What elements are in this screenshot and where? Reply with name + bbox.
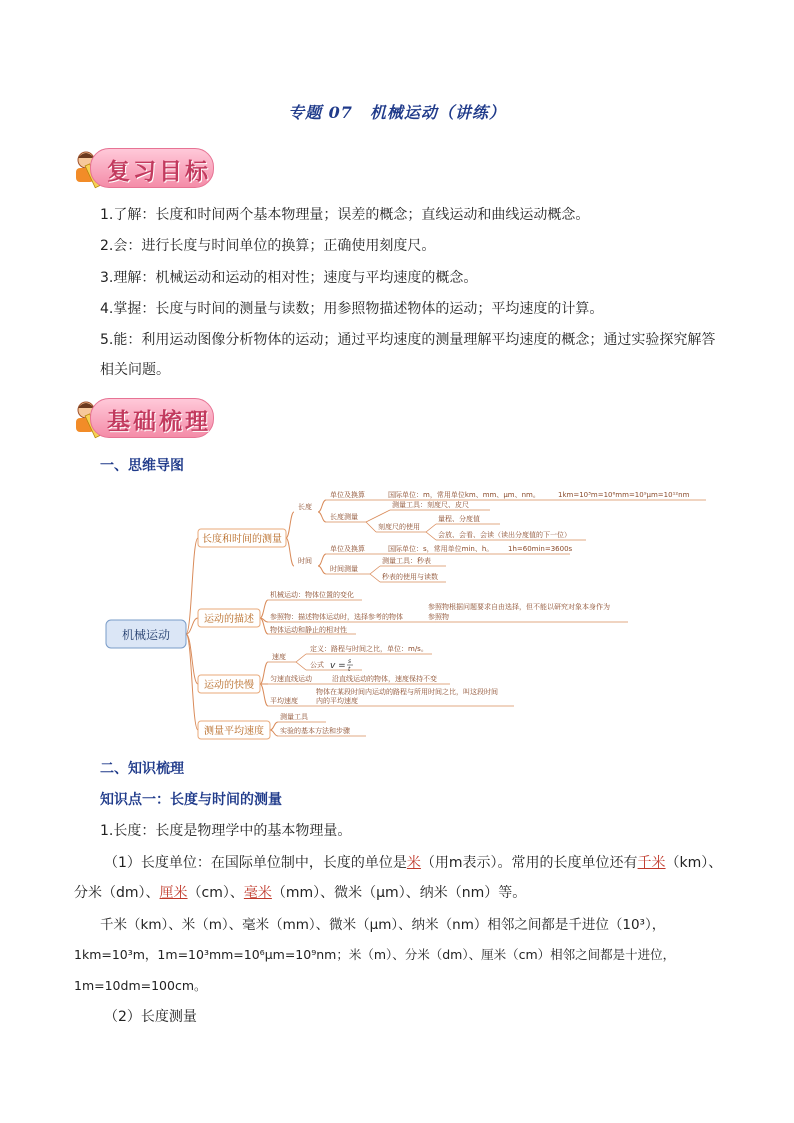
svg-text:s: s — [348, 658, 352, 665]
mindmap-node: 实验的基本方法和步骤 — [280, 727, 350, 735]
mindmap-node: 刻度尺的使用 — [378, 523, 420, 531]
basics-banner — [72, 390, 212, 440]
mindmap-node: 参照物：描述物体运动时，选择参考的物体 — [270, 613, 403, 621]
banner-label: 复习目标 — [107, 159, 211, 185]
mindmap-root: 机械运动 — [121, 628, 171, 642]
underlined-term: 千米 — [637, 855, 666, 871]
objective-item: 3.理解：机械运动和运动的相对性；速度与平均速度的概念。 — [100, 270, 478, 286]
paragraph: 1m=10dm=100cm。 — [74, 978, 207, 993]
section-heading: 二、知识梳理 — [100, 761, 184, 777]
text-run: 分米（dm）、 — [74, 885, 160, 901]
speed-formula — [330, 658, 353, 673]
paragraph: 1km=10³m，1m=10³mm=10⁶μm=10⁹nm；米（m）、分米（dm）、厘米（cm）相邻之间都是十进位， — [74, 947, 676, 962]
paragraph: （2）长度测量 — [104, 1009, 197, 1025]
mindmap-node: 参照物 — [428, 613, 449, 621]
text-run: （用m表示）。常用的长度单位还有 — [420, 855, 638, 871]
mindmap-node: 定义：路程与时间之比，单位：m/s。 — [310, 645, 428, 653]
mindmap-node: 物体在某段时间内运动的路程与所用时间之比，叫这段时间 — [316, 688, 498, 696]
mindmap-node: 国际单位：m，常用单位km、mm、μm、nm。 — [388, 491, 540, 499]
paragraph: 1.长度：长度是物理学中的基本物理量。 — [100, 823, 352, 839]
objective-item: 相关问题。 — [100, 362, 170, 378]
mindmap-node: 秒表的使用与读数 — [382, 573, 438, 581]
paragraph — [74, 882, 526, 902]
objective-item: 4.掌握：长度与时间的测量与读数；用参照物描述物体的运动；平均速度的计算。 — [100, 301, 604, 317]
objective-item: 1.了解：长度和时间两个基本物理量；误差的概念；直线运动和曲线运动概念。 — [100, 207, 590, 223]
underlined-term: 米 — [406, 855, 421, 871]
section-heading: 一、思维导图 — [100, 458, 184, 474]
mindmap-node: 匀速直线运动 — [270, 675, 312, 683]
mindmap-branch: 运动的描述 — [204, 614, 254, 625]
objective-item: 5.能：利用运动图像分析物体的运动；通过平均速度的测量理解平均速度的概念；通过实验探究解答 — [100, 332, 716, 348]
underlined-term: 厘米 — [159, 885, 188, 901]
banner-label: 基础梳理 — [107, 409, 211, 435]
text-run: （mm）、微米（μm）、纳米（nm）等。 — [271, 885, 527, 901]
paragraph — [104, 852, 722, 872]
mindmap-node: 速度 — [272, 653, 286, 661]
mindmap-node: 单位及换算 — [330, 545, 365, 553]
mindmap-node: 机械运动：物体位置的变化 — [270, 591, 354, 599]
mindmap-node: 测量工具：秒表 — [382, 557, 431, 565]
mindmap-node: 长度测量 — [330, 513, 358, 521]
mindmap-node: 1h=60min=3600s — [508, 545, 573, 553]
text-run: （cm）、 — [187, 885, 244, 901]
mindmap-node: 测量工具：刻度尺、皮尺 — [392, 501, 469, 509]
mindmap-node: 物体运动和静止的相对性 — [270, 626, 347, 634]
mindmap-branch: 长度和时间的测量 — [202, 534, 282, 545]
mindmap-node: 时间测量 — [330, 565, 358, 573]
svg-text:t: t — [348, 666, 351, 673]
knowledge-heading: 知识点一：长度与时间的测量 — [100, 792, 282, 808]
mindmap-node: 平均速度 — [270, 697, 298, 705]
mindmap-node: 公式 — [310, 661, 324, 669]
mindmap-node: 量程、分度值 — [438, 515, 480, 523]
objective-item: 2.会：进行长度与时间单位的换算；正确使用刻度尺。 — [100, 238, 436, 254]
mindmap-node: 参照物根据问题要求自由选择，但不能以研究对象本身作为 — [428, 603, 610, 611]
text-run: （1）长度单位：在国际单位制中，长度的单位是 — [104, 855, 407, 871]
mind-map — [100, 482, 720, 747]
mindmap-node: 时间 — [298, 557, 312, 565]
mindmap-node: 测量工具 — [280, 713, 308, 721]
mindmap-node: 长度 — [298, 503, 312, 511]
mindmap-branch: 运动的快慢 — [204, 680, 254, 691]
text-run: （km）、 — [665, 855, 723, 871]
mindmap-node: 内的平均速度 — [316, 697, 358, 705]
mindmap-node: 国际单位：s，常用单位min、h。 — [388, 545, 494, 553]
svg-text:v =: v = — [330, 661, 346, 671]
page-title: 专题 07 机械运动（讲练） — [288, 103, 506, 122]
mindmap-node: 单位及换算 — [330, 491, 365, 499]
mindmap-node: 1km=10³m=10⁶mm=10⁹μm=10¹²nm — [558, 491, 690, 499]
mindmap-node: 会放、会看、会读（读出分度值的下一位） — [438, 531, 571, 539]
underlined-term: 毫米 — [243, 885, 272, 901]
mindmap-node: 沿直线运动的物体，速度保持不变 — [332, 675, 437, 683]
paragraph: 千米（km）、米（m）、毫米（mm）、微米（μm）、纳米（nm）相邻之间都是千进位（10³）， — [100, 917, 666, 933]
mindmap-branch: 测量平均速度 — [204, 726, 264, 737]
review-goals-banner — [72, 140, 212, 190]
